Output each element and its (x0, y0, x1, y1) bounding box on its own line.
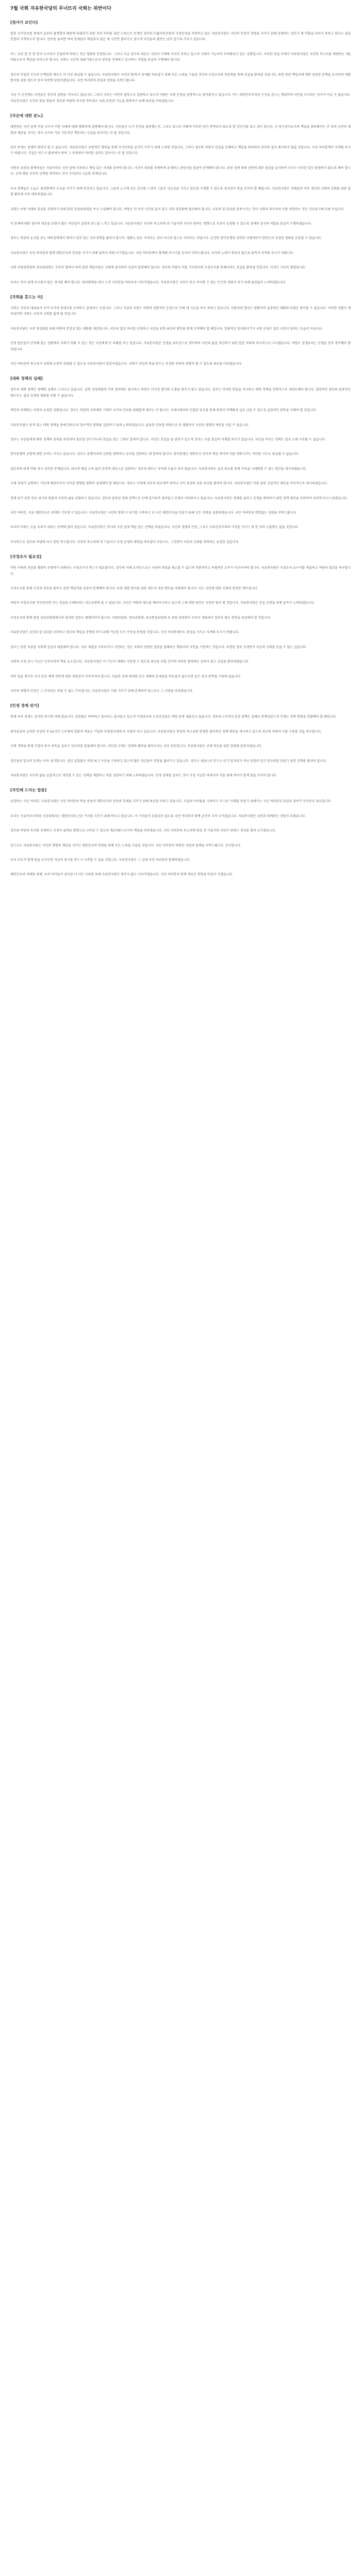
section-heading: [민생 경제 위기] (10, 703, 39, 708)
body-paragraph: 국민 여러분의 목소리가 국회에 온전히 전달될 수 있도록 자유한국당이 앞장서겠습니다. 국회가 국민의 뜻을 받드는 진정한 민의의 전당이 될 수 있도록 최선을 다하겠습니다. (10, 362, 242, 366)
document-section (10, 554, 351, 694)
body-paragraph: 정부는 관련 자료를 국회에 성실히 제출해야 합니다. 자료 제출을 거부하거나 지연하는 것은 국회의 정당한 권한을 침해하는 행위이며 국민을 기만하는 것입니다. 투명한 정보 공개만이 국민의 신뢰를 얻을 수 있는 길입니다. (10, 645, 307, 649)
body-paragraph: 국회는 이번 사태의 진상을 규명하기 위해 관련 상임위원회를 즉시 소집해야 합니다. 여당은 더 이상 시간을 끌지 말고 국회 정상화에 협조해야 합니다. 국민의 알 권리를 충족시키는 것이 국회의 의무이며 이를 외면하는 것은 직무유기에 다름 아닙니다. (10, 207, 345, 211)
body-paragraph: 민생 법안들이 산적해 있는 상황에서 국회가 멈춰 서 있는 것은 국민에게 큰 피해를 주는 일입니다. 자유한국당은 민생을 최우선으로 생각하며 국민의 삶을 개선하기 위한 법안 처리에 적극적으로 나서겠습니다. 여당도 정쟁보다는 민생을 먼저 생각해야 할 것입니다. (10, 342, 351, 351)
document-section (10, 113, 351, 285)
section-heading: [국회를 흔드는 자] (10, 294, 43, 299)
body-paragraph: 마지막으로 정부와 여당에 다시 한번 촉구합니다. 국민의 목소리에 귀 기울이고 국정 운영의 방향을 바로잡아 주십시오. 그것만이 국민의 신뢰를 회복하는 유일한 길입니다. (10, 540, 239, 544)
body-paragraph: 자유한국당은 국민 여러분과 함께 대한민국의 안보를 지키기 위해 끝까지 싸워 나가겠습니다. 국민 여러분께서 함께해 주시기를 간곡히 부탁드립니다. 우리의 노력이 헛되지 않도록 끝까지 지켜봐 주시기 바랍니다. (10, 251, 294, 255)
body-paragraph: 대통령은 국민 앞에 직접 나서서 이번 사태에 대해 명확하게 설명해야 합니다. 국민들은 누가 무엇을 잘못했는지, 그리고 앞으로 어떻게 이러한 일이 반복되지 않도록 할 것인지를 알고 싶어 합니다. 군 통수권자로서의 책임을 회피해서는 안 되며 국민의 생명과 재산을 지키는 것이 국가의 가장 기본적인 책무라는 사실을 잊어서는 안 될 것입니다. (10, 125, 351, 135)
body-paragraph: 어느 국민 한 분 한 분이 누구보다 간절하게 바라는 것은 평화와 안정입니다. 그러나 지금 정부의 대응은 국민의 기대에 미치지 못하고 있으며 국회의 기능마저 무력화되고 있는 상황입니다. 이러한 현실 속에서 자유한국당은 국민의 목소리를 대변하는 제1야당으로서 책임을 다하고자 합니다. 국회는 국민의 대표기관으로서 정부를 견제하고 감시하는 역할을 충실히 수행해야 합니다. (10, 52, 351, 62)
body-paragraph: 한미동맹의 균열에 대한 우려도 커지고 있습니다. 정부는 동맹국과의 신뢰를 회복하고 공조를 강화하는 데 힘써야 합니다. 한미동맹은 대한민국 안보의 핵심 축이며 이를 약화시키는 어떠한 시도도 용납될 수 없습니다. (10, 452, 299, 456)
body-paragraph: 국민 여러분, 지금 대한민국은 중대한 기로에 서 있습니다. 자유한국당은 국민과 함께 이 위기를 극복하고 더 나은 대한민국을 만들기 위해 모든 역량을 집중하겠습니다. 국민 여러분의 변함없는 성원을 부탁드립니다. (10, 511, 297, 515)
body-paragraph: 현충 국가안보를 통해서 울음의 불명확성 때문에 위협하기 위한 것의 의미를 위한 노력으로 문재인 정부와 더불어민주당의 국정운영을 비판하고 있는 자유한국당은 국민의 안전과 생명을 지키기 위해 존재하는 정부가 제 역할을 다하지 못하고 있다는 점을 분명히 지적하고자 합니다. 안보를 둘러싼 여러 문제들이 해결되지 않은 채 시간만 흘러가고 있으며 국민들의 불안은 날이 갈수록 커지고 있습니다. (10, 32, 351, 42)
body-paragraph: 우리는 자유민주주의와 시장경제라는 대한민국의 근본 가치를 지키기 위해 싸우고 있습니다. 이 가치들이 흔들리지 않도록 국민 여러분과 함께 굳건히 지켜 나가겠습니다. 자유한국당은 국민과 함께하는 정당이 되겠습니다. (10, 814, 306, 818)
body-paragraph: 청년들의 일자리 문제는 더욱 심각합니다. 청년 실업률은 역대 최고 수준을 기록하고 있으며 많은 청년들이 희망을 잃어가고 있습니다. 정부는 세금으로 만드는 단기 일자리가 아닌 양질의 민간 일자리를 만들기 위한 정책을 펼쳐야 합니다. (10, 759, 327, 763)
body-paragraph: 국회 국방위원회와 정보위원회는 조속히 열려야 하며 관련 책임자들은 국회에 출석하여 성실히 답변해야 합니다. 정부와 여당이 이를 거부한다면 국정조사를 통해서라도 진실을 밝혀낼 것입니다. 이것은 국민의 명령입니다. (10, 266, 306, 270)
body-paragraph: 국민의 생명과 안전은 그 무엇과도 바꿀 수 없는 가치입니다. 자유한국당은 이를 지키기 위해 존재하며 앞으로도 그 사명을 다하겠습니다. (10, 689, 194, 693)
section-heading: [국민께 드리는 말씀] (10, 788, 47, 793)
section-heading: [청서가 보인다] (10, 20, 38, 25)
document-title: 7월 국회 자유한국당의 무너뜨리 국회는 위반이다 (10, 6, 111, 11)
body-paragraph: 정부의 안일한 인식과 무책임한 대응은 더 이상 용납될 수 없습니다. 자유한국당은 국민과 함께 이 문제를 바로잡기 위해 모든 노력을 기울일 것이며 국정조사와 청문회를 통해 진실을 밝혀낼 것입니다. 또한 관련 책임자에 대한 엄중한 문책을 요구하며 재발 방지를 위한 제도적 장치 마련에 앞장서겠습니다. 국민 여러분의 관심과 성원을 부탁드립니다. (10, 73, 351, 83)
body-paragraph: 자유한국당은 국회 정상화를 위해 여당에 진정성 있는 대화를 제안합니다. 서로의 입장 차이를 인정하고 국민을 위한 최선의 방안을 함께 모색해야 할 때입니다. 일방적인 밀어붙이기식 국회 운영은 결코 국민이 원하는 모습이 아닙니다. (10, 327, 323, 331)
body-paragraph: 대한민국의 미래를 위해, 우리 아이들이 살아갈 더 나은 나라를 위해 자유한국당은 멈추지 않고 나아가겠습니다. 국민 여러분과 함께 새로운 희망을 만들어 가겠습니다. (10, 873, 234, 877)
body-paragraph: 북한의 비핵화는 여전히 요원한 상황입니다. 정부는 북한의 선의에만 기대어 국가의 안보를 위태롭게 해서는 안 됩니다. 국제사회와의 긴밀한 공조를 통해 북한이 비핵화의 길로 나올 수 있도록 실질적인 압박을 가해야 할 것입니다. (10, 409, 317, 413)
body-paragraph: 정부의 대북 정책은 명백한 실패로 드러나고 있습니다. 남북 정상회담과 각종 합의에도 불구하고 북한은 미사일 발사와 도발을 멈추지 않고 있습니다. 정부는 이러한 현실을 직시하고 대북 정책을 전면적으로 재검토해야 합니다. 일방적인 양보와 굴종적인 태도로는 결코 진정한 평화를 이룰 수 없습니다. (10, 388, 351, 398)
section-heading: [국정조사 필요성] (10, 554, 42, 560)
body-paragraph: 자유한국당은 원칙 있는 대북 정책을 통해 한반도의 항구적인 평화를 실현하기 위해 노력하겠습니다. 튼튼한 안보를 바탕으로 한 평화만이 국민의 생명과 재산을 지킬 수 있습니다. (10, 423, 250, 427)
body-paragraph: 국회의 국정 감시 기능은 민주주의의 핵심 요소입니다. 자유한국당은 이 기능이 제대로 작동할 수 있도록 최선을 다할 것이며 어떠한 압력에도 굴하지 않고 진실을 밝혀내겠습니다. (10, 660, 250, 664)
document-section (10, 20, 351, 104)
body-paragraph: 자유한국당은 국민의 삶을 실질적으로 개선할 수 있는 정책을 개발하고 이를 실현하기 위해 노력하겠습니다. 민생 경제를 살리는 것이 가장 시급한 과제이며 이를 위해 여야가 함께 힘을 모아야 합니다. (10, 773, 277, 777)
body-paragraph: 정부는 국민들에게 대북 정책의 성과를 과장하여 홍보할 것이 아니라 현실을 있는 그대로 알려야 합니다. 국민은 진실을 알 권리가 있으며 정부는 이를 충실히 이행할 의무가 있습니다. 국민을 속이는 정책은 결코 오래 지속될 수 없습니다. (10, 438, 326, 442)
body-paragraph: 우리 장병들은 오늘도 최전방에서 조국을 지키기 위해 헌신하고 있습니다. 그들의 노고에 깊은 감사를 드리며 그들이 자긍심을 가지고 임무를 수행할 수 있도록 정치권이 힘을 모아야 할 때입니다. 자유한국당은 장병들의 처우 개선과 국방력 강화를 위한 입법 활동에 더욱 매진하겠습니다. (10, 187, 351, 197)
body-paragraph: 일본과의 관계 악화 역시 심각한 문제입니다. 외교적 해결 노력 없이 감정적 대응으로 일관하는 정부의 태도는 국익에 도움이 되지 않습니다. 자유한국당은 실리 외교를 통해 국익을 극대화할 수 있는 방안을 제시하겠습니다. (10, 467, 307, 471)
body-paragraph: 정부와 여당의 독주를 견제하고 국정이 올바른 방향으로 나아갈 수 있도록 제1야당으로서의 책임을 다하겠습니다. 국민 여러분의 목소리에 항상 귀 기울이며 국민이 원하는 정치를 펼쳐 나가겠습니다. (10, 829, 276, 833)
body-paragraph: 국정조사와 함께 관련 상임위원회에서의 철저한 검증도 병행되어야 합니다. 국방위원회, 정보위원회, 외교통일위원회 등 관련 위원회가 조속히 개최되어 정부의 대응 전반을 점검해야 할 것입니다. (10, 616, 271, 620)
body-paragraph: 이번 사태의 진상을 명확히 규명하기 위해서는 국정조사가 반드시 필요합니다. 정부의 자체 조사만으로는 국민의 의혹을 해소할 수 없으며 객관적이고 독립적인 조사가 이루어져야 합니다. 자유한국당은 국정조사 요구서를 제출하고 여당의 협조를 촉구합니다. (10, 566, 351, 576)
body-paragraph: 국방부 장관과 관계자들은 지금이라도 국민 앞에 사과하고 책임 있는 자세를 보여야 합니다. 사건의 경위를 투명하게 공개하고 관련자를 엄중히 문책해야 합니다. 또한 경계 태세 전반에 대한 점검을 실시하여 다시는 이러한 일이 발생하지 않도록 해야 합니다. 군에 대한 국민의 신뢰를 회복하는 것이 무엇보다 시급한 과제입니다. (10, 166, 351, 176)
body-paragraph: 최저임금의 급격한 인상과 주 52시간 근무제의 일률적 적용은 기업과 자영업자에게 큰 부담이 되고 있습니다. 자유한국당은 현장의 목소리를 반영한 합리적인 정책 대안을 제시하고 있으며 정부와 여당이 이를 수용할 것을 촉구합니다. (10, 730, 322, 734)
body-paragraph: 앞으로도 자유한국당은 국민의 생명과 재산을 지키고 대한민국의 번영을 위해 모든 노력을 기울일 것입니다. 국민 여러분의 따뜻한 성원과 질책을 부탁드립니다. 감사합니다. (10, 843, 241, 848)
body-paragraph: 지금 이 순간에도 국민들은 정부의 설명을 기다리고 있습니다. 그러나 정부는 여전히 침묵으로 일관하고 있으며 여당은 국회 운영을 일방적으로 밀어붙이고 있습니다. 이는 의회민주주의의 근간을 흔드는 행위이며 국민을 무시하는 처사가 아닐 수 없습니다. 자유한국당은 국민의 뜻을 받들어 정부와 여당의 독주를 막아내고 국회 본연의 기능을 회복하기 위해 최선을 다하겠습니다. (10, 93, 351, 103)
body-paragraph: 우리의 미래는 오늘 우리가 내리는 선택에 달려 있습니다. 자유한국당은 역사와 국민 앞에 책임 있는 선택을 하겠습니다. 국민의 생명과 안전, 그리고 자유민주주의의 가치를 지키는 데 한 치의 소홀함도 없을 것입니다. (10, 526, 299, 530)
body-paragraph: 자유한국당은 국민의 알 권리를 보장하고 정부의 책임을 분명히 하기 위해 가능한 모든 수단을 동원할 것입니다. 국민 여러분께서도 관심을 가지고 지켜봐 주시기 바랍니다. (10, 631, 239, 635)
body-paragraph: 안보 문제는 정쟁의 대상이 될 수 없습니다. 자유한국당은 초당적인 협력을 통해 국가안보를 굳건히 지키기 위해 노력할 것입니다. 그러나 정부와 여당이 진실을 은폐하고 책임을 회피하려 한다면 결코 좌시하지 않을 것입니다. 국민 여러분께서 지켜봐 주시기 바랍니다. 진실은 반드시 밝혀져야 하며 그 과정에서 어떠한 성역도 있어서는 안 될 것입니다. (10, 146, 351, 156)
body-paragraph: 경제 위기 또한 안보 위기와 맞물려 국민의 삶을 위협하고 있습니다. 정부의 잘못된 경제 정책으로 인해 일자리가 줄어들고 민생이 어려워지고 있습니다. 자유한국당은 경제를 살리고 민생을 회복하기 위한 정책 대안을 마련하여 국민께 보고드리겠습니다. (10, 496, 348, 500)
document-section (10, 376, 351, 545)
document-body (10, 20, 351, 878)
document-section (10, 294, 351, 367)
document-section (10, 703, 351, 778)
body-paragraph: 현재 우리 경제는 심각한 위기에 처해 있습니다. 성장률은 하락하고 일자리는 줄어들고 있으며 자영업자와 소상공인들은 벼랑 끝에 내몰리고 있습니다. 정부의 소득주도성장 정책은 실패로 판명되었으며 이제는 정책 방향을 전환해야 할 때입니다. (10, 715, 337, 719)
body-paragraph: 우리는 역사 앞에 부끄럽지 않은 정치를 해야 합니다. 당리당략을 떠나 오직 국민만을 바라보며 나아가겠습니다. 자유한국당은 국민이 믿고 의지할 수 있는 든든한 정당이 되기 위해 끊임없이 노력하겠습니다. (10, 280, 286, 284)
body-paragraph: 국제 정세가 급변하는 가운데 대한민국이 나아갈 방향을 명확히 설정해야 할 때입니다. 정부는 이념에 치우친 외교에서 벗어나 국익 중심의 실용 외교를 펼쳐야 합니다. 자유한국당은 이를 위한 건설적인 대안을 지속적으로 제시하겠습니다. (10, 482, 328, 486)
body-paragraph: 이번 일을 계기로 국가 안보 체계 전반에 대한 재점검이 이루어져야 합니다. 허술한 경계 태세와 보고 체계의 문제점을 바로잡지 않는다면 같은 일이 반복될 수밖에 없습니다. (10, 674, 241, 679)
body-paragraph: 국회는 국민의 대표들이 모여 국가의 중대사를 논의하고 결정하는 곳입니다. 그러나 지금의 국회는 여당의 일방적인 운영으로 인해 제 기능을 하지 못하고 있습니다. 야당과의 협치는 말뿐이며 실질적인 대화와 타협은 찾아볼 수 없습니다. 이러한 상황이 계속된다면 국회는 국민의 신뢰를 잃게 될 것입니다. (10, 306, 351, 316)
body-paragraph: 여당이 국정조사를 거부한다면 이는 진실을 은폐하려는 의도로밖에 볼 수 없습니다. 국민은 여당의 태도를 예의주시하고 있으며 그에 대한 판단은 국민의 몫이 될 것입니다. 자유한국당은 진실 규명을 위해 끝까지 노력하겠습니다. (10, 601, 315, 605)
document-section (10, 787, 351, 877)
body-paragraph: 존경하는 국민 여러분, 자유한국당은 국민 여러분의 뜻을 받들어 대한민국의 안보와 경제를 지키기 위해 최선을 다하고 있습니다. 지금의 어려움을 극복하고 더 나은 미래를 만들기 위해서는 국민 여러분의 관심과 참여가 무엇보다 중요합니다. (10, 800, 332, 804)
section-heading: [대북 정책의 실패] (10, 376, 43, 381)
body-paragraph: 이 문제에 대한 정부의 대응을 보면서 많은 국민들이 실망과 분노를 느끼고 있습니다. 자유한국당은 국민의 목소리에 귀 기울이며 국민이 원하는 방향으로 국정이 운영될 수 있도록 견제와 감시의 역할을 충실히 수행하겠습니다. (10, 222, 312, 226)
section-heading: [국군에 대한 분노] (10, 113, 43, 118)
body-paragraph: 우리 모두가 함께 힘을 모은다면 지금의 위기를 반드시 극복할 수 있을 것입니다. 자유한국당은 그 길에 국민 여러분과 함께하겠습니다. (10, 858, 191, 862)
body-paragraph: 정부는 북한의 눈치를 보는 대북정책에서 벗어나 원칙 있는 안보정책을 펼쳐야 합니다. 평화는 말로 지켜지는 것이 아니라 힘으로 지켜지는 것입니다. 굳건한 한미동맹과 강력한 국방력만이 한반도의 진정한 평화를 보장할 수 있습니다. (10, 236, 322, 241)
body-paragraph: 국정조사를 통해 사건의 전모를 밝히고 관련 책임자를 엄중히 문책해야 합니다. 또한 재발 방지를 위한 제도적 개선 방안을 마련해야 합니다. 이는 국민에 대한 국회의 당연한 책무입니다. (10, 587, 258, 591)
body-paragraph: 규제 개혁을 통해 기업의 투자 의욕을 살리고 일자리를 창출해야 합니다. 과도한 규제는 경제의 활력을 떨어뜨리는 주요 원인입니다. 자유한국당은 규제 혁신을 위한 입법에 앞장서겠습니다. (10, 744, 262, 749)
